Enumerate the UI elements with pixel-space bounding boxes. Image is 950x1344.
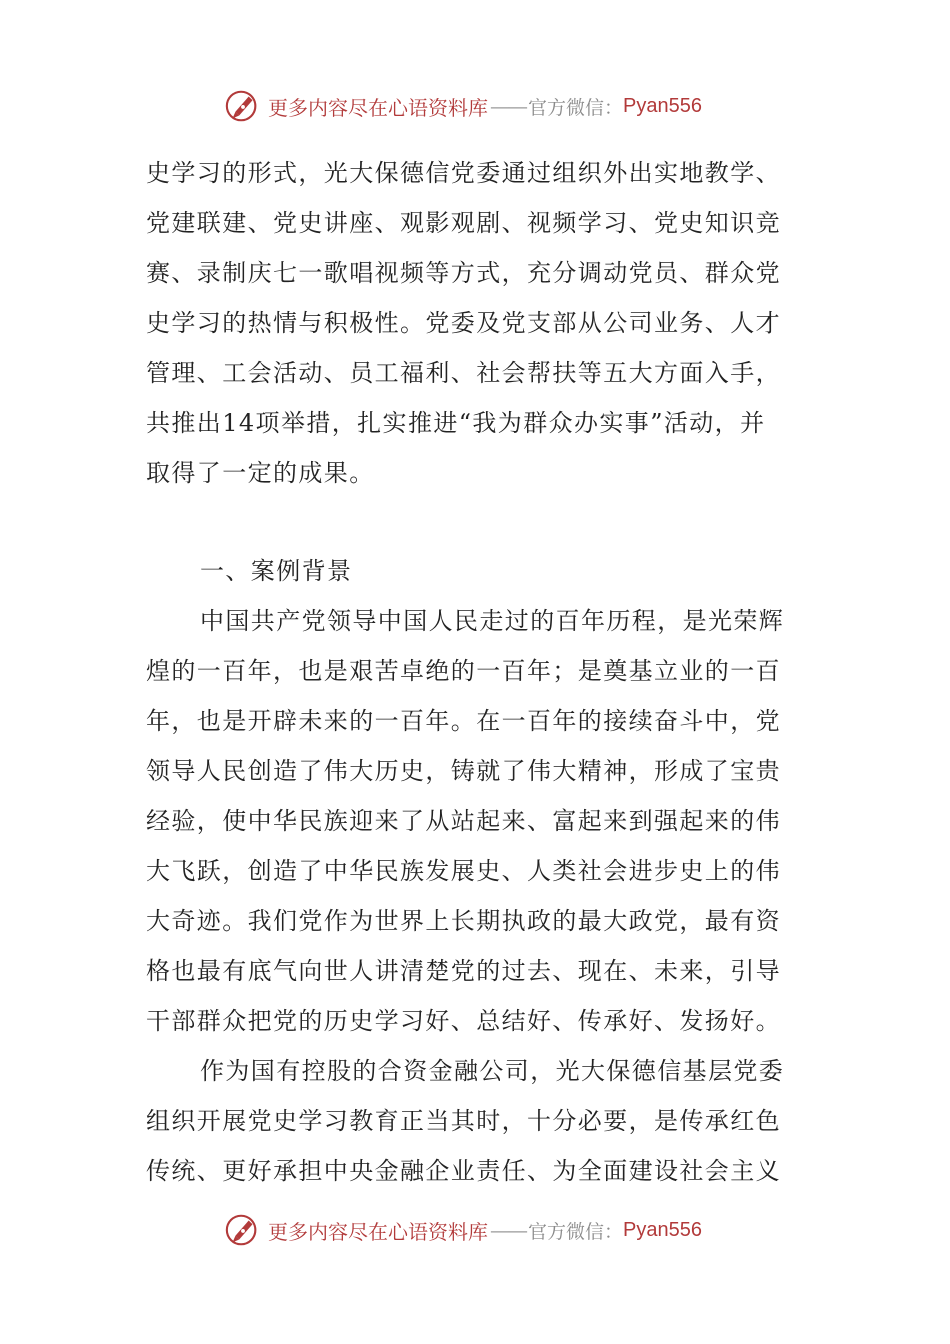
text-line: 管理、工会活动、员工福利、社会帮扶等五大方面入手，: [146, 359, 781, 387]
document-body: [146, 148, 806, 1196]
text-line: 取得了一定的成果。: [146, 459, 375, 487]
watermark-wechat-label: 官方微信：: [528, 1220, 624, 1243]
paragraph-1: [146, 148, 806, 498]
text-line: 领导人民创造了伟大历史，铸就了伟大精神，形成了宝贵: [146, 757, 781, 785]
watermark-header: [224, 84, 744, 128]
watermark-text: 更多内容尽在心语资料库: [268, 1219, 488, 1244]
text-line: 大飞跃，创造了中华民族发展史、人类社会进步史上的伟: [146, 857, 781, 885]
text-line: 格也最有底气向世人讲清楚党的过去、现在、未来，引导: [146, 957, 781, 985]
watermark-wechat-id: Pyan556: [623, 94, 702, 117]
text-line: 史学习的形式，光大保德信党委通过组织外出实地教学、: [146, 159, 781, 187]
pen-nib-logo-icon: [224, 1211, 262, 1249]
text-line: 煌的一百年，也是艰苦卓绝的一百年；是奠基立业的一百: [146, 657, 781, 685]
watermark-wechat-id: Pyan556: [623, 1218, 702, 1241]
section-heading: 一、案例背景: [200, 557, 353, 585]
watermark-separator: ——: [490, 1218, 526, 1242]
paragraph-2: [146, 596, 806, 1046]
paragraph-3: [146, 1046, 806, 1196]
text-line: 共推出14项举措，扎实推进“我为群众办实事”活动，并: [146, 409, 766, 437]
text-line: 组织开展党史学习教育正当其时，十分必要，是传承红色: [146, 1107, 781, 1135]
text-line: 干部群众把党的历史学习好、总结好、传承好、发扬好。: [146, 1007, 781, 1035]
text-line: 中国共产党领导中国人民走过的百年历程，是光荣辉: [200, 607, 785, 635]
text-line: 经验，使中华民族迎来了从站起来、富起来到强起来的伟: [146, 807, 781, 835]
text-line: 年，也是开辟未来的一百年。在一百年的接续奋斗中，党: [146, 707, 781, 735]
paragraph-gap: [146, 498, 806, 546]
watermark-separator: ——: [490, 94, 526, 118]
pen-nib-logo-icon: [224, 87, 262, 125]
watermark-text: 更多内容尽在心语资料库: [268, 95, 488, 120]
text-line: 作为国有控股的合资金融公司，光大保德信基层党委: [200, 1057, 785, 1085]
text-line: 赛、录制庆七一歌唱视频等方式，充分调动党员、群众党: [146, 259, 781, 287]
text-line: 大奇迹。我们党作为世界上长期执政的最大政党，最有资: [146, 907, 781, 935]
text-line: 党建联建、党史讲座、观影观剧、视频学习、党史知识竞: [146, 209, 781, 237]
watermark-footer: [224, 1208, 744, 1252]
watermark-wechat-label: 官方微信：: [528, 96, 624, 119]
text-line: 传统、更好承担中央金融企业责任、为全面建设社会主义: [146, 1157, 781, 1185]
text-line: 史学习的热情与积极性。党委及党支部从公司业务、人才: [146, 309, 781, 337]
